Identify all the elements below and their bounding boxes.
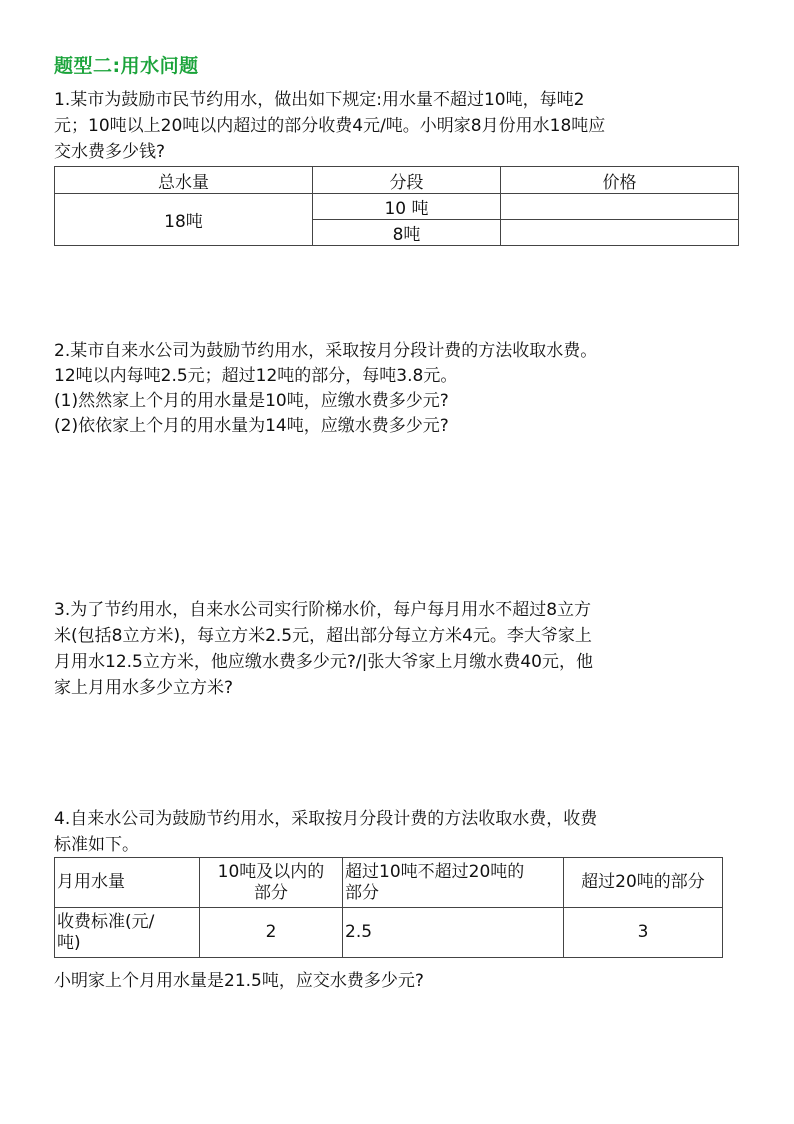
question-4-line-1: 4.自来水公司为鼓励节约用水，采取按月分段计费的方法收取水费，收费 (54, 809, 598, 829)
row-label-water-usage: 月用水量 (55, 858, 200, 908)
question-2-line-2: 12吨以内每吨2.5元；超过12吨的部分，每吨3.8元。 (54, 366, 458, 386)
question-2-line-1: 2.某市自来水公司为鼓励节约用水，采取按月分段计费的方法收取水费。 (54, 341, 598, 361)
question-4-line-2: 标准如下。 (54, 835, 139, 855)
cell-segment-10: 10 吨 (313, 194, 501, 220)
question-4-text (54, 806, 744, 858)
question-2-line-4: (2)依依家上个月的用水量为14吨，应缴水费多少元? (54, 416, 449, 436)
row-label-fee-standard (55, 908, 200, 958)
question-1-text (54, 87, 744, 165)
question-2-text (54, 339, 744, 439)
header-over-20: 超过20吨的部分 (564, 858, 723, 908)
cell-segment-8: 8吨 (313, 220, 501, 246)
question-3-line-1: 3.为了节约用水，自来水公司实行阶梯水价，每户每月用水不超过8立方 (54, 600, 592, 620)
question-3-text (54, 597, 744, 701)
row-label-fee-standard-line-2: 吨) (57, 932, 81, 953)
header-segment: 分段 (313, 167, 501, 194)
header-up-to-10-line-2: 部分 (254, 882, 288, 903)
header-10-to-20-line-1: 超过10吨不超过20吨的 (345, 861, 525, 882)
question-1-line-2: 元；10吨以上20吨以内超过的部分收费4元/吨。小明家8月份用水18吨应 (54, 116, 606, 136)
cell-fee-10-to-20: 2.5 (343, 908, 564, 958)
cell-fee-over-20: 3 (564, 908, 723, 958)
question-1-table (54, 166, 739, 246)
question-3-line-3: 月用水12.5立方米，他应缴水费多少元?/|张大爷家上月缴水费40元，他 (54, 652, 593, 672)
question-3-line-2: 米(包括8立方米)，每立方米2.5元，超出部分每立方米4元。李大爷家上 (54, 626, 592, 646)
cell-price-2 (501, 220, 739, 246)
question-3-line-4: 家上月用水多少立方米? (54, 678, 234, 698)
cell-price-1 (501, 194, 739, 220)
question-2-line-3: (1)然然家上个月的用水量是10吨，应缴水费多少元? (54, 391, 449, 411)
question-4-table (54, 857, 723, 958)
header-up-to-10 (200, 858, 343, 908)
header-price: 价格 (501, 167, 739, 194)
section-title: 题型二:用水问题 (54, 55, 199, 77)
question-1-line-3: 交水费多少钱? (54, 142, 166, 162)
header-total-water: 总水量 (55, 167, 313, 194)
row-label-fee-standard-line-1: 收费标准(元/ (57, 911, 155, 932)
cell-fee-up-to-10: 2 (200, 908, 343, 958)
question-1-line-1: 1.某市为鼓励市民节约用水，做出如下规定:用水量不超过10吨，每吨2 (54, 90, 585, 110)
header-10-to-20-line-2: 部分 (345, 882, 379, 903)
question-4-final-question: 小明家上个月用水量是21.5吨，应交水费多少元? (54, 971, 424, 991)
header-10-to-20 (343, 858, 564, 908)
cell-total-18: 18吨 (55, 194, 313, 246)
header-up-to-10-line-1: 10吨及以内的 (217, 861, 325, 882)
